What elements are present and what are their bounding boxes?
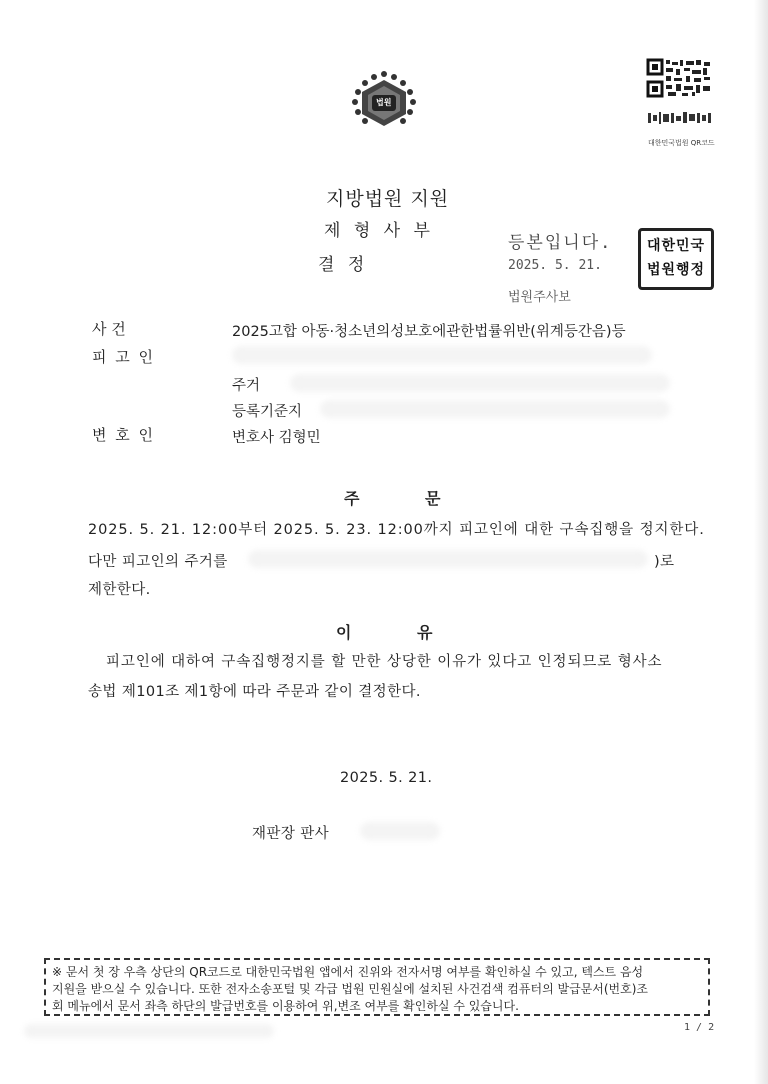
- redacted-defendant: [232, 346, 652, 364]
- authenticity-notice: [44, 958, 710, 1016]
- order-title: 주 문: [344, 489, 471, 508]
- qr-code[interactable]: [646, 58, 712, 98]
- order-line-2-start: 다만 피고인의 주거를: [88, 554, 228, 570]
- official-stamp: [638, 228, 714, 290]
- case-value: 2025고합 아동·청소년의성보호에관한법률위반(위계등간음)등: [232, 324, 626, 340]
- judge-label: 재판장 판사: [252, 826, 330, 842]
- notice-line-3: 회 메뉴에서 문서 좌측 하단의 발급번호를 이용하여 위,변조 여부를 확인하실 수 있습니다.: [52, 999, 519, 1013]
- notice-line-2: 지원을 받으실 수 있습니다. 또한 전자소송포털 및 각급 법원 민원실에 설치된 사건검색 컴퓨터의 발급문서(번호)조: [52, 982, 649, 996]
- case-label: 사 건: [92, 320, 126, 338]
- certification-date: 2025. 5. 21.: [508, 258, 602, 273]
- redacted-address: [290, 374, 670, 392]
- order-line-1: 2025. 5. 21. 12:00부터 2025. 5. 23. 12:00까지 피고인에 대한 구속집행을 정지한다.: [88, 522, 705, 538]
- page-number: 1 / 2: [684, 1022, 715, 1033]
- court-seal-emblem: [348, 68, 420, 134]
- stamp-line-1: 대한민국: [646, 238, 706, 254]
- address-label: 주거: [232, 378, 261, 394]
- scan-edge: [754, 0, 768, 1084]
- counsel-label: 변 호 인: [92, 426, 156, 444]
- barcode-icon: [648, 111, 712, 125]
- division-name: 제 형 사 부: [324, 221, 434, 241]
- decision-date: 2025. 5. 21.: [340, 770, 433, 786]
- counsel-value: 변호사 김형민: [232, 430, 321, 446]
- notice-line-1: ※ 문서 첫 장 우측 상단의 QR코드로 대한민국법원 앱에서 진위와 전자서명 여부를 확인하실 수 있고, 텍스트 음성: [52, 965, 644, 979]
- reason-line-2: 송법 제101조 제1항에 따라 주문과 같이 결정한다.: [88, 684, 421, 700]
- certification-officer: 법원주사보: [508, 290, 571, 305]
- defendant-label: 피 고 인: [92, 348, 156, 366]
- qr-code-icon: [646, 58, 712, 98]
- registration-label: 등록기준지: [232, 404, 303, 420]
- stamp-line-2: 법원행정: [646, 262, 706, 278]
- qr-code-strip: [648, 110, 712, 124]
- redacted-order-address: [248, 550, 648, 568]
- redacted-issue-number: [24, 1024, 274, 1038]
- order-line-3: 제한한다.: [88, 582, 151, 598]
- order-line-2-end: )로: [654, 554, 675, 570]
- redacted-judge-name: [360, 822, 440, 840]
- redacted-registration: [320, 400, 670, 418]
- certification-title: 등본입니다.: [508, 233, 613, 253]
- reason-title: 이 유: [336, 623, 463, 642]
- reason-line-1: 피고인에 대하여 구속집행정지를 할 만한 상당한 이유가 있다고 인정되므로 형사소: [106, 654, 663, 670]
- document-type: 결 정: [318, 255, 369, 275]
- seal-label: 법원: [376, 98, 392, 107]
- qr-caption: 대한민국법원 QR코드: [648, 139, 715, 147]
- court-name: 지방법원 지원: [326, 188, 450, 210]
